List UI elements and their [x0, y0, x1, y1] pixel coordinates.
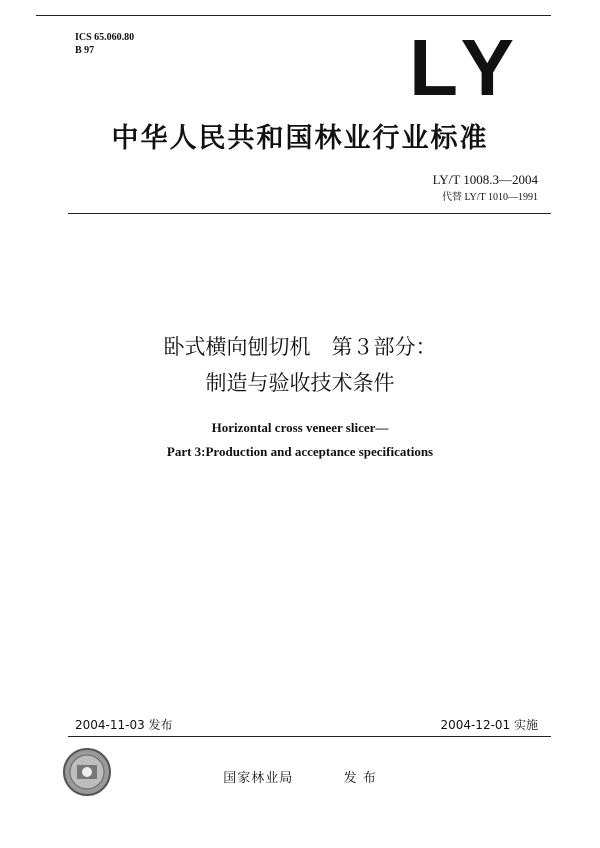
ics-number: ICS 65.060.80	[75, 32, 135, 43]
footer-rule	[68, 736, 551, 737]
replaces-code: 代替 LY/T 1010—1991	[441, 192, 538, 203]
implement-date: 2004-12-01 实施	[440, 718, 538, 732]
standard-name: 中华人民共和国林业行业标准	[111, 123, 489, 154]
standard-code: LY/T 1008.3—2004	[432, 172, 538, 187]
title-en-line2: Part 3:Production and acceptance specifications	[166, 444, 434, 459]
issuer-action: 发 布	[343, 771, 377, 786]
title-cn-line1: 卧式横向刨切机 第３部分：	[163, 335, 437, 359]
issuer	[0, 767, 600, 786]
title-cn-line2: 制造与验收技术条件	[205, 371, 395, 395]
category-code: B 97	[75, 45, 95, 56]
ics-block	[75, 31, 134, 57]
top-rule	[36, 15, 551, 16]
title-en-line1: Horizontal cross veneer slicer—	[211, 420, 389, 435]
issue-date: 2004-11-03 发布	[75, 718, 173, 732]
issuer-org: 国家林业局	[223, 771, 294, 786]
header-rule	[68, 213, 551, 214]
ly-logo: LY	[409, 23, 524, 112]
